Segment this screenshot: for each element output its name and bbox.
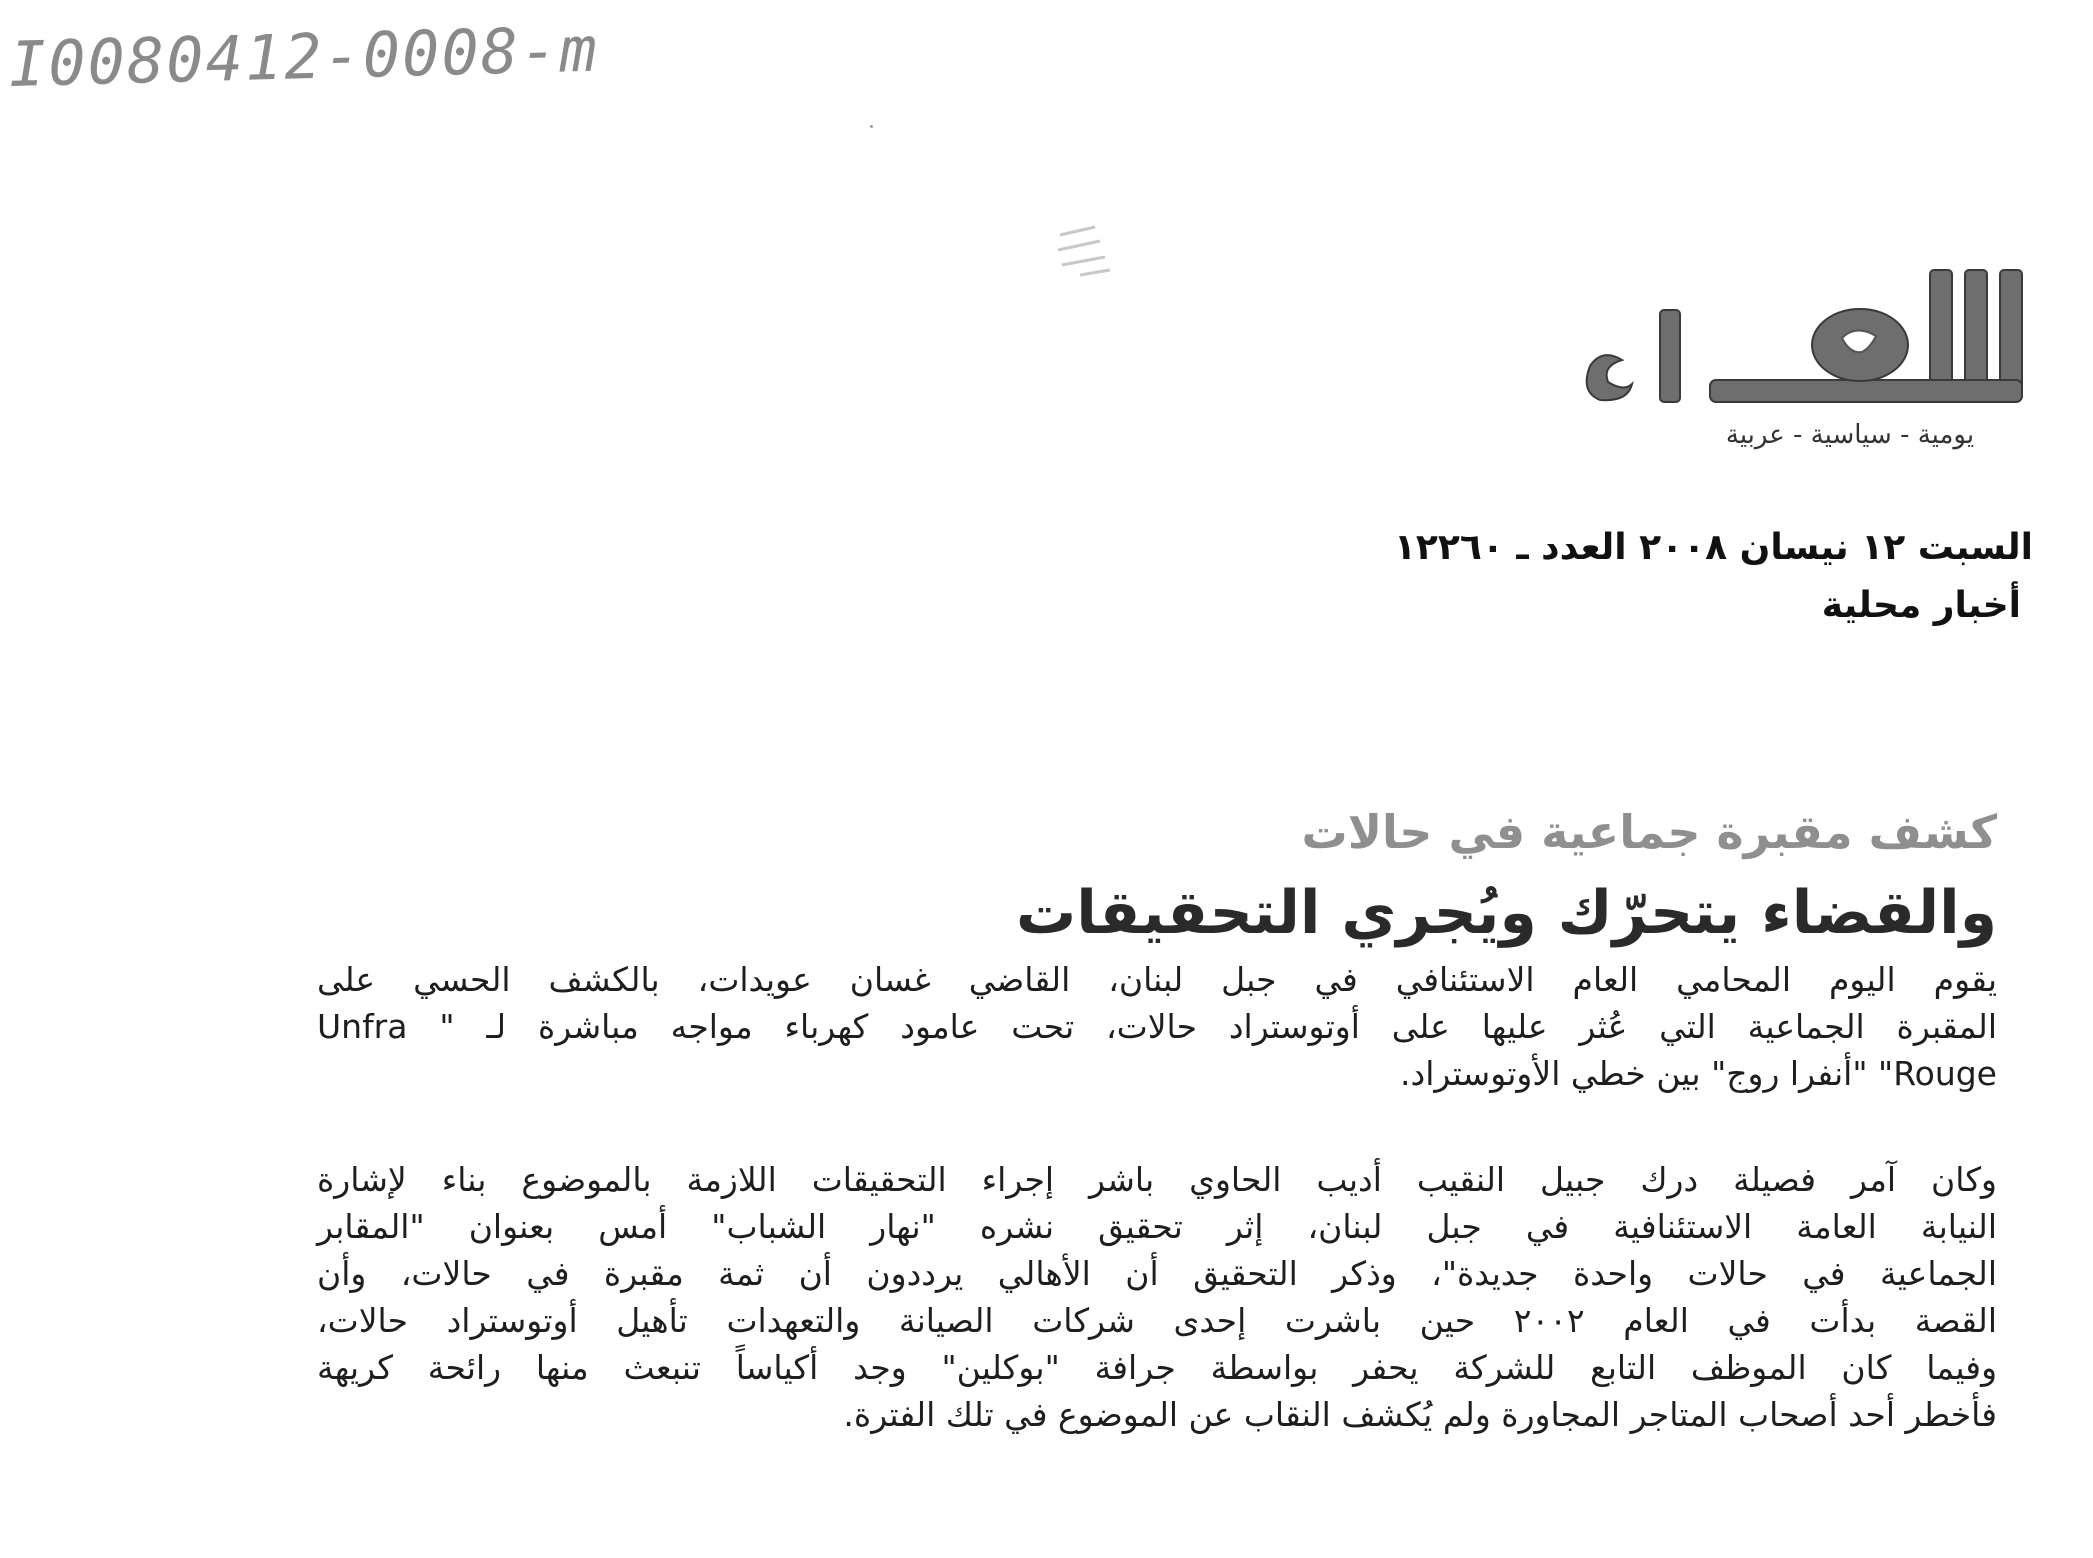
archive-reference-handwriting: I0080412-0008-m [8, 12, 600, 101]
paragraph-2-line: وفيما كان الموظف التابع للشركة يحفر بواسطة جرافة "بوكلين" وجد أكياساً تنبعث منها رائحة كريهة [317, 1348, 1997, 1387]
paragraph-1-line: المقبرة الجماعية التي عُثر عليها على أوتوستراد حالات، تحت عامود كهرباء مواجه مباشرة لـ " Unfra [317, 1007, 1997, 1046]
paragraph-2-line: النيابة العامة الاستئنافية في جبل لبنان، إثر تحقيق نشره "نهار الشباب" أمس بعنوان "المقابر [317, 1207, 1997, 1246]
article-headline: والقضاء يتحرّك ويُجري التحقيقات [1015, 878, 1997, 948]
masthead-tagline: يومية - سياسية - عربية [1725, 420, 1975, 450]
paragraph-1-line: يقوم اليوم المحامي العام الاستئنافي في جبل لبنان، القاضي غسان عويدات، بالكشف الحسي على [317, 960, 1997, 999]
paragraph-2-line: القصة بدأت في العام ٢٠٠٢ حين باشرت إحدى شركات الصيانة والتعهدات تأهيل أوتوستراد حالات، [317, 1301, 1998, 1340]
article-paragraph-2 [317, 1156, 1997, 1438]
paragraph-1-line: Rouge" "أنفرا روج" بين خطي الأوتوستراد. [1400, 1054, 1997, 1093]
paragraph-2-line: فأخطر أحد أصحاب المتاجر المجاورة ولم يُكشف النقاب عن الموضوع في تلك الفترة. [843, 1395, 1997, 1434]
issue-date-line: السبت ١٢ نيسان ٢٠٠٨ العدد ـ ١٢٢٦٠ [1393, 527, 2033, 568]
paragraph-2-line: وكان آمر فصيلة درك جبيل النقيب أديب الحاوي باشر إجراء التحقيقات اللازمة بالموضوع بناء لإشارة [317, 1160, 1997, 1199]
article-kicker: كشف مقبرة جماعية في حالات [1301, 805, 1997, 859]
paragraph-2-line: الجماعية في حالات واحدة جديدة"، وذكر التحقيق أن الأهالي يرددون أن ثمة مقبرة في حالات، وأن [317, 1254, 1997, 1293]
scan-smudge-mark [1050, 215, 1160, 285]
article-paragraph-1 [317, 956, 1997, 1097]
scan-dust-mark [870, 125, 873, 128]
section-label: أخبار محلية [1821, 585, 2021, 626]
